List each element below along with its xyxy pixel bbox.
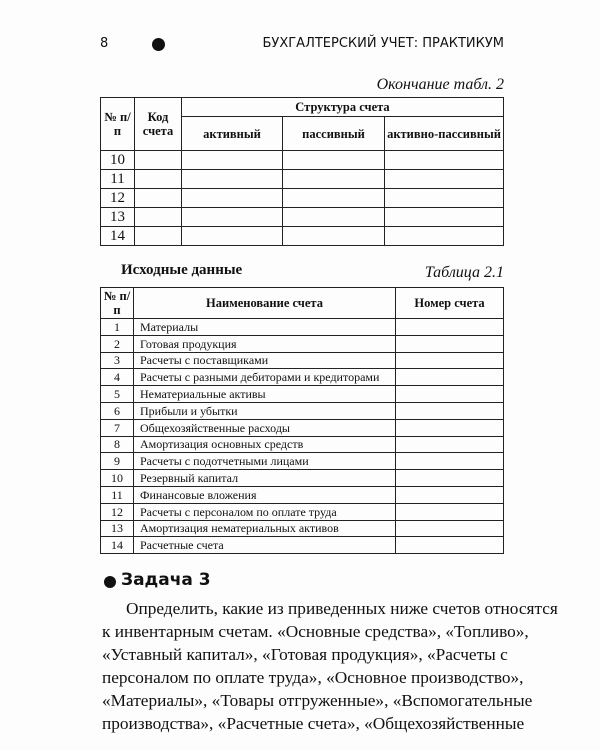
- task-text: Определить, какие из приведенных ниже счетов относятся к инвентарным счетам. «Основные средства», «Топливо», «Уставный капитал», «Готовая продукция», «Расчеты с персоналом по оплате труда», «Основное производство», «Материалы», «Товары отгруженные», «Вспомогательные производства», «Расчетные счета», «Общехозяйственные: [102, 599, 558, 733]
- table-row: [101, 369, 504, 386]
- table-row: 10: [101, 151, 504, 170]
- table-caption: Таблица 2.1: [424, 264, 504, 281]
- header-num: № п/п: [101, 288, 134, 319]
- account-number-cell: [396, 470, 504, 487]
- table-row: [101, 419, 504, 436]
- account-number-cell: [396, 352, 504, 369]
- header-structure: Структура счета: [182, 98, 504, 117]
- account-name: Финансовые вложения: [134, 486, 396, 503]
- page-number: 8: [100, 36, 109, 51]
- table-row: [101, 537, 504, 554]
- account-name: Амортизация основных средств: [134, 436, 396, 453]
- header-name: Наименование счета: [134, 288, 396, 319]
- row-number: 14: [101, 537, 134, 554]
- account-name: Нематериальные активы: [134, 386, 396, 403]
- account-name: Расчетные счета: [134, 537, 396, 554]
- table-row: [101, 319, 504, 336]
- table-row: [101, 436, 504, 453]
- table-row: [101, 402, 504, 419]
- account-name: Расчеты с поставщиками: [134, 352, 396, 369]
- table-row: [101, 453, 504, 470]
- table-row: 14: [101, 227, 504, 246]
- row-number: 3: [101, 352, 134, 369]
- row-number: 12: [101, 503, 134, 520]
- account-number-cell: [396, 486, 504, 503]
- account-name: Материалы: [134, 319, 396, 336]
- source-data-table: [100, 287, 504, 554]
- header-num: № п/п: [101, 98, 135, 151]
- row-number: 2: [101, 335, 134, 352]
- table-row: [101, 335, 504, 352]
- header-active: активный: [182, 117, 283, 151]
- account-name: Прибыли и убытки: [134, 402, 396, 419]
- row-number: 5: [101, 386, 134, 403]
- header-passive: пассивный: [283, 117, 385, 151]
- account-name: Расчеты с персоналом по оплате труда: [134, 503, 396, 520]
- row-number: 4: [101, 369, 134, 386]
- account-number-cell: [396, 402, 504, 419]
- table-caption: Окончание табл. 2: [376, 76, 504, 93]
- account-name: Расчеты с разными дебиторами и кредиторами: [134, 369, 396, 386]
- account-structure-table: [100, 97, 504, 246]
- bullet-icon: [152, 38, 165, 51]
- row-number: 9: [101, 453, 134, 470]
- bullet-icon: [104, 576, 116, 588]
- account-number-cell: [396, 335, 504, 352]
- row-number: 8: [101, 436, 134, 453]
- account-number-cell: [396, 386, 504, 403]
- account-name: Резервный капитал: [134, 470, 396, 487]
- row-number: 1: [101, 319, 134, 336]
- running-title: БУХГАЛТЕРСКИЙ УЧЕТ: ПРАКТИКУМ: [262, 36, 504, 51]
- account-number-cell: [396, 453, 504, 470]
- row-number: 13: [101, 520, 134, 537]
- account-number-cell: [396, 520, 504, 537]
- table-row: [101, 470, 504, 487]
- row-number: 6: [101, 402, 134, 419]
- table-row: [101, 503, 504, 520]
- table-row: 12: [101, 189, 504, 208]
- account-number-cell: [396, 503, 504, 520]
- account-number-cell: [396, 419, 504, 436]
- header-code: Код счета: [135, 98, 182, 151]
- account-number-cell: [396, 436, 504, 453]
- account-name: Амортизация нематериальных активов: [134, 520, 396, 537]
- row-number: 10: [101, 470, 134, 487]
- table-row: [101, 486, 504, 503]
- account-name: Общехозяйственные расходы: [134, 419, 396, 436]
- header-number: Номер счета: [396, 288, 504, 319]
- account-number-cell: [396, 537, 504, 554]
- table-row: [101, 386, 504, 403]
- task-heading: Задача 3: [121, 570, 211, 590]
- table-row: [101, 352, 504, 369]
- table-row: 11: [101, 170, 504, 189]
- row-number: 7: [101, 419, 134, 436]
- row-number: 11: [101, 486, 134, 503]
- table-title: Исходные данные: [121, 262, 243, 278]
- account-number-cell: [396, 319, 504, 336]
- account-name: Расчеты с подотчетными лицами: [134, 453, 396, 470]
- account-name: Готовая продукция: [134, 335, 396, 352]
- account-number-cell: [396, 369, 504, 386]
- table-row: [101, 520, 504, 537]
- header-active-passive: активно-пассивный: [385, 117, 504, 151]
- table-row: 13: [101, 208, 504, 227]
